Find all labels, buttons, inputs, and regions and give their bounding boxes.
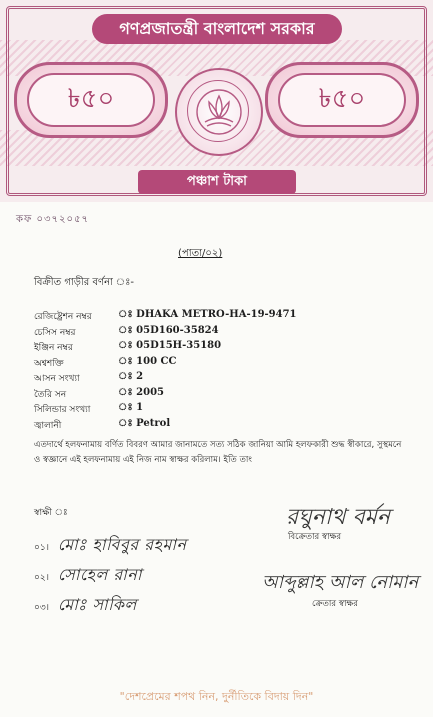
detail-label: ইঞ্জিন নম্বর	[34, 343, 73, 353]
detail-value: ঃ 2	[118, 371, 144, 382]
witness-signature: মোঃ হাবিবুর রহমান	[57, 535, 187, 554]
witness-number: ০১।	[34, 543, 49, 553]
section-title: বিক্রীত গাড়ীর বর্ণনা ঃ-	[34, 277, 135, 288]
buyer-signature: আব্দুল্লাহ আল নোমান	[262, 572, 419, 593]
stamp-value-right	[265, 62, 419, 138]
stamp-serial-number: কফ ০৩৭২০৫৭	[16, 214, 89, 225]
detail-label: তৈরি সন	[34, 389, 67, 400]
buyer-signature-label: ক্রেতার স্বাক্ষর	[312, 599, 358, 609]
stamp-value-left-text: ৳৫০	[27, 73, 155, 127]
detail-label: আসন সংখ্যা	[34, 374, 80, 384]
stamp-value-right-text: ৳৫০	[278, 73, 406, 127]
witness-2	[34, 562, 142, 589]
witness-signature: সোহেল রানা	[57, 565, 142, 584]
declaration-text: এতদার্থে হলফনামায় বর্ণিত বিবরণ আমার জানামতে সত্য সঠিক জানিয়া আমি হলফকারী শুদ্ধ স্বীকারে, সুস্থমনে ও স্বজ্ঞানে এই হলফনামায় এই নিজ নাম স্বাক্ষর করিলাম। ইতি তাং	[34, 440, 402, 465]
detail-value: ঃ 05D15H-35180	[118, 340, 222, 351]
detail-value: ঃ DHAKA METRO-HA-19-9471	[118, 309, 297, 320]
detail-label: অশ্বশক্তি	[34, 358, 64, 369]
seller-signature: রঘুনাথ বর্মন	[286, 505, 391, 530]
witness-number: ০৩।	[34, 603, 49, 613]
seller-signature-label: বিক্রেতার স্বাক্ষর	[288, 532, 342, 542]
detail-value: ঃ 1	[118, 402, 144, 413]
detail-value: ঃ 100 CC	[118, 355, 177, 367]
detail-label: রেজিষ্ট্রেশন নম্বর	[34, 312, 92, 322]
witness-3	[34, 592, 137, 619]
detail-value: ঃ 2005	[118, 386, 165, 398]
detail-value: ঃ Petrol	[118, 417, 171, 429]
government-title: গণপ্রজাতন্ত্রী বাংলাদেশ সরকার	[92, 14, 342, 44]
detail-label: জ্বালানী	[34, 420, 62, 431]
stamp-header	[0, 0, 433, 202]
page-number: (পাতা/০২)	[178, 248, 223, 259]
stamp-value-left	[14, 62, 168, 138]
witness-label: স্বাক্ষী ঃ	[34, 508, 68, 518]
detail-label: সিলিন্ডার সংখ্যা	[34, 405, 91, 415]
witness-signature: মোঃ সাকিল	[57, 595, 137, 614]
witness-1	[34, 532, 187, 559]
stamp-amount-words: পঞ্চাশ টাকা	[138, 170, 296, 194]
detail-value: ঃ 05D160-35824	[118, 324, 219, 336]
anti-corruption-slogan: "দেশপ্রেমের শপথ নিন, দুর্নীতিকে বিদায় দিন"	[119, 690, 314, 703]
witness-number: ০২।	[34, 573, 49, 583]
detail-label: চেসিস নম্বর	[34, 327, 76, 338]
national-emblem-icon	[175, 68, 263, 156]
